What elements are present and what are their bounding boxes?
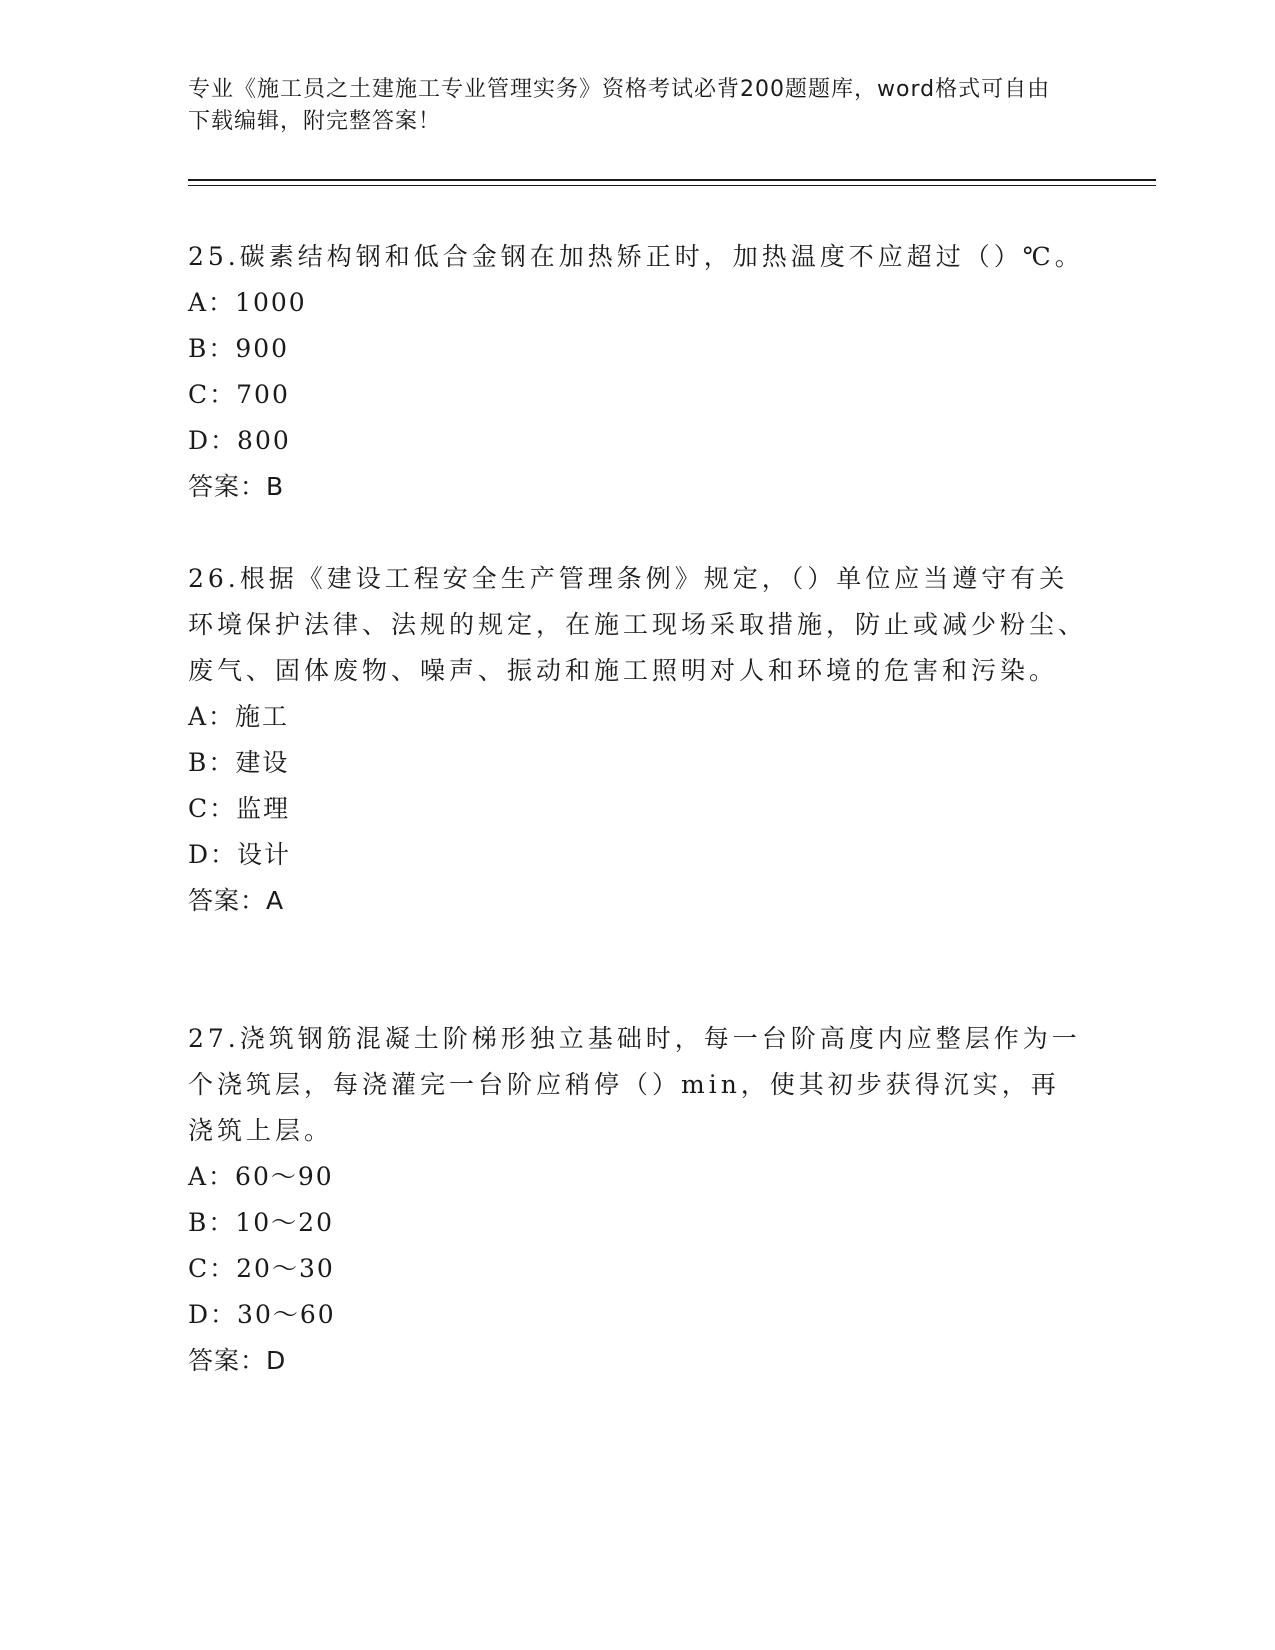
option-c: C：监理 [188,794,291,823]
answer-line: 答案：A [188,886,285,915]
option-d: D：设计 [188,840,292,869]
option-b: B：900 [188,334,290,363]
option-a: A：60～90 [188,1162,334,1191]
option-list [188,280,1088,464]
question-26 [188,556,1088,924]
document-header: 专业《施工员之土建施工专业管理实务》资格考试必背200题题库，word格式可自由下载编辑，附完整答案！ [188,77,1051,134]
option-b: B：10～20 [188,1208,334,1237]
option-d: D：800 [188,426,291,455]
option-list [188,694,1088,878]
question-text: 26.根据《建设工程安全生产管理条例》规定，（）单位应当遵守有关环境保护法律、法规的规定，在施工现场采取措施，防止或减少粉尘、废气、固体废物、噪声、振动和施工照明对人和环境的危害和污染。 [188,564,1088,685]
option-a: A：1000 [188,288,307,317]
option-list [188,1154,1088,1338]
question-25 [188,234,1088,510]
header-divider-thin [188,185,1156,186]
option-b: B：建设 [188,748,290,777]
question-text: 25.碳素结构钢和低合金钢在加热矫正时，加热温度不应超过（）℃。 [188,242,1084,271]
option-c: C：700 [188,380,290,409]
header-divider [188,179,1156,181]
answer-line: 答案：B [188,472,285,501]
answer-line: 答案：D [188,1346,287,1375]
option-d: D：30～60 [188,1300,336,1329]
option-a: A：施工 [188,702,290,731]
question-text: 27.浇筑钢筋混凝土阶梯形独立基础时，每一台阶高度内应整层作为一个浇筑层，每浇灌完一台阶应稍停（）min，使其初步获得沉实，再浇筑上层。 [188,1024,1081,1145]
option-c: C：20～30 [188,1254,335,1283]
question-27 [188,1016,1088,1384]
